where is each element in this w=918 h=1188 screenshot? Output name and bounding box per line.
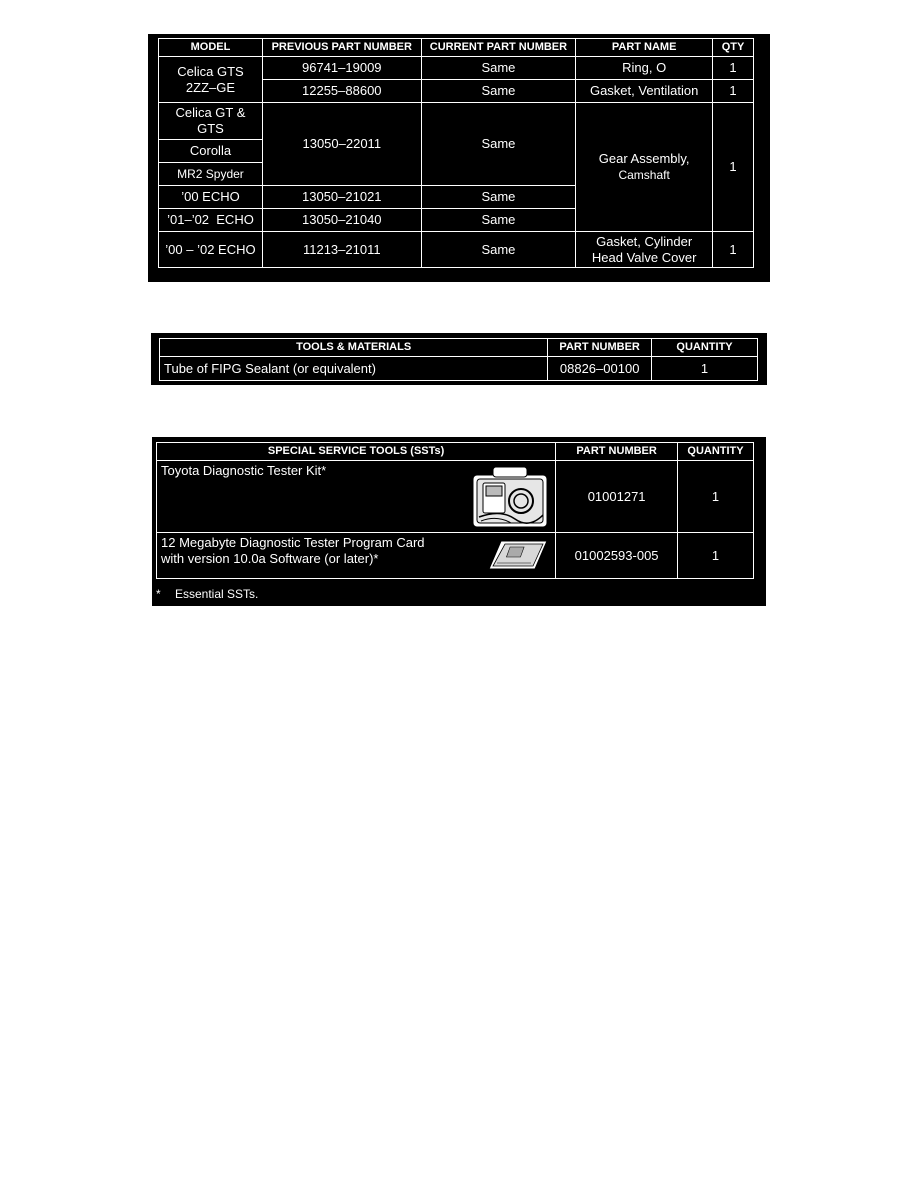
sst-quantity: 1 [678, 533, 754, 579]
footnote-mark: * [156, 587, 161, 601]
model-cell: Celica GT & GTS [159, 103, 263, 140]
qty: 1 [713, 57, 754, 80]
header-qty: QTY [713, 39, 754, 57]
model-cell: Celica GTS 2ZZ–GE [159, 57, 263, 103]
tools-header-row [160, 339, 758, 357]
previous-part-number: 13050–22011 [262, 103, 421, 186]
header-special-service-tools: SPECIAL SERVICE TOOLS (SSTs) [157, 443, 556, 461]
sst-panel [152, 437, 766, 606]
model-cell: ’00 ECHO [159, 186, 263, 209]
table-row [159, 57, 754, 80]
header-tools-materials: TOOLS & MATERIALS [160, 339, 548, 357]
header-quantity: QUANTITY [652, 339, 758, 357]
current-part-number: Same [421, 57, 576, 80]
sst-table [156, 442, 754, 579]
part-name: Gasket, Ventilation [576, 80, 713, 103]
model-cell: MR2 Spyder [159, 163, 263, 186]
table-row [159, 232, 754, 268]
tools-materials-table [159, 338, 758, 381]
header-part-number: PART NUMBER [548, 339, 652, 357]
previous-part-number: 13050–21040 [262, 209, 421, 232]
qty: 1 [713, 232, 754, 268]
footnote-text: Essential SSTs. [175, 587, 259, 601]
header-quantity: QUANTITY [678, 443, 754, 461]
parts-table [158, 38, 754, 268]
part-name: Ring, O [576, 57, 713, 80]
sst-item: 12 Megabyte Diagnostic Tester Program Card with version 10.0a Software (or later)* [157, 533, 556, 579]
model-cell: ’00 – ’02 ECHO [159, 232, 263, 268]
tool-quantity: 1 [652, 357, 758, 381]
model-cell: Corolla [159, 140, 263, 163]
sst-quantity: 1 [678, 461, 754, 533]
parts-table-panel [148, 34, 770, 282]
table-row [157, 461, 754, 533]
parts-header-row [159, 39, 754, 57]
qty: 1 [713, 80, 754, 103]
tool-item: Tube of FIPG Sealant (or equivalent) [160, 357, 548, 381]
sst-part-number: 01002593-005 [556, 533, 678, 579]
part-name: Gear Assembly, Camshaft [576, 103, 713, 232]
qty: 1 [713, 103, 754, 232]
previous-part-number: 11213–21011 [262, 232, 421, 268]
previous-part-number: 12255–88600 [262, 80, 421, 103]
sst-part-number: 01001271 [556, 461, 678, 533]
current-part-number: Same [421, 186, 576, 209]
tool-part-number: 08826–00100 [548, 357, 652, 381]
diagnostic-tester-kit-icon [471, 465, 549, 529]
header-part-name: PART NAME [576, 39, 713, 57]
tools-materials-panel [151, 333, 767, 385]
current-part-number: Same [421, 232, 576, 268]
footnote [156, 587, 258, 601]
model-cell: ’01–’02 ECHO [159, 209, 263, 232]
header-part-number: PART NUMBER [556, 443, 678, 461]
header-current-part-number: CURRENT PART NUMBER [421, 39, 576, 57]
sst-item: Toyota Diagnostic Tester Kit* [157, 461, 556, 533]
header-previous-part-number: PREVIOUS PART NUMBER [262, 39, 421, 57]
previous-part-number: 13050–21021 [262, 186, 421, 209]
program-card-icon [487, 539, 549, 571]
current-part-number: Same [421, 209, 576, 232]
previous-part-number: 96741–19009 [262, 57, 421, 80]
current-part-number: Same [421, 103, 576, 186]
table-row [159, 103, 754, 140]
table-row [160, 357, 758, 381]
table-row [157, 533, 754, 579]
current-part-number: Same [421, 80, 576, 103]
header-model: MODEL [159, 39, 263, 57]
sst-header-row [157, 443, 754, 461]
part-name: Gasket, Cylinder Head Valve Cover [576, 232, 713, 268]
